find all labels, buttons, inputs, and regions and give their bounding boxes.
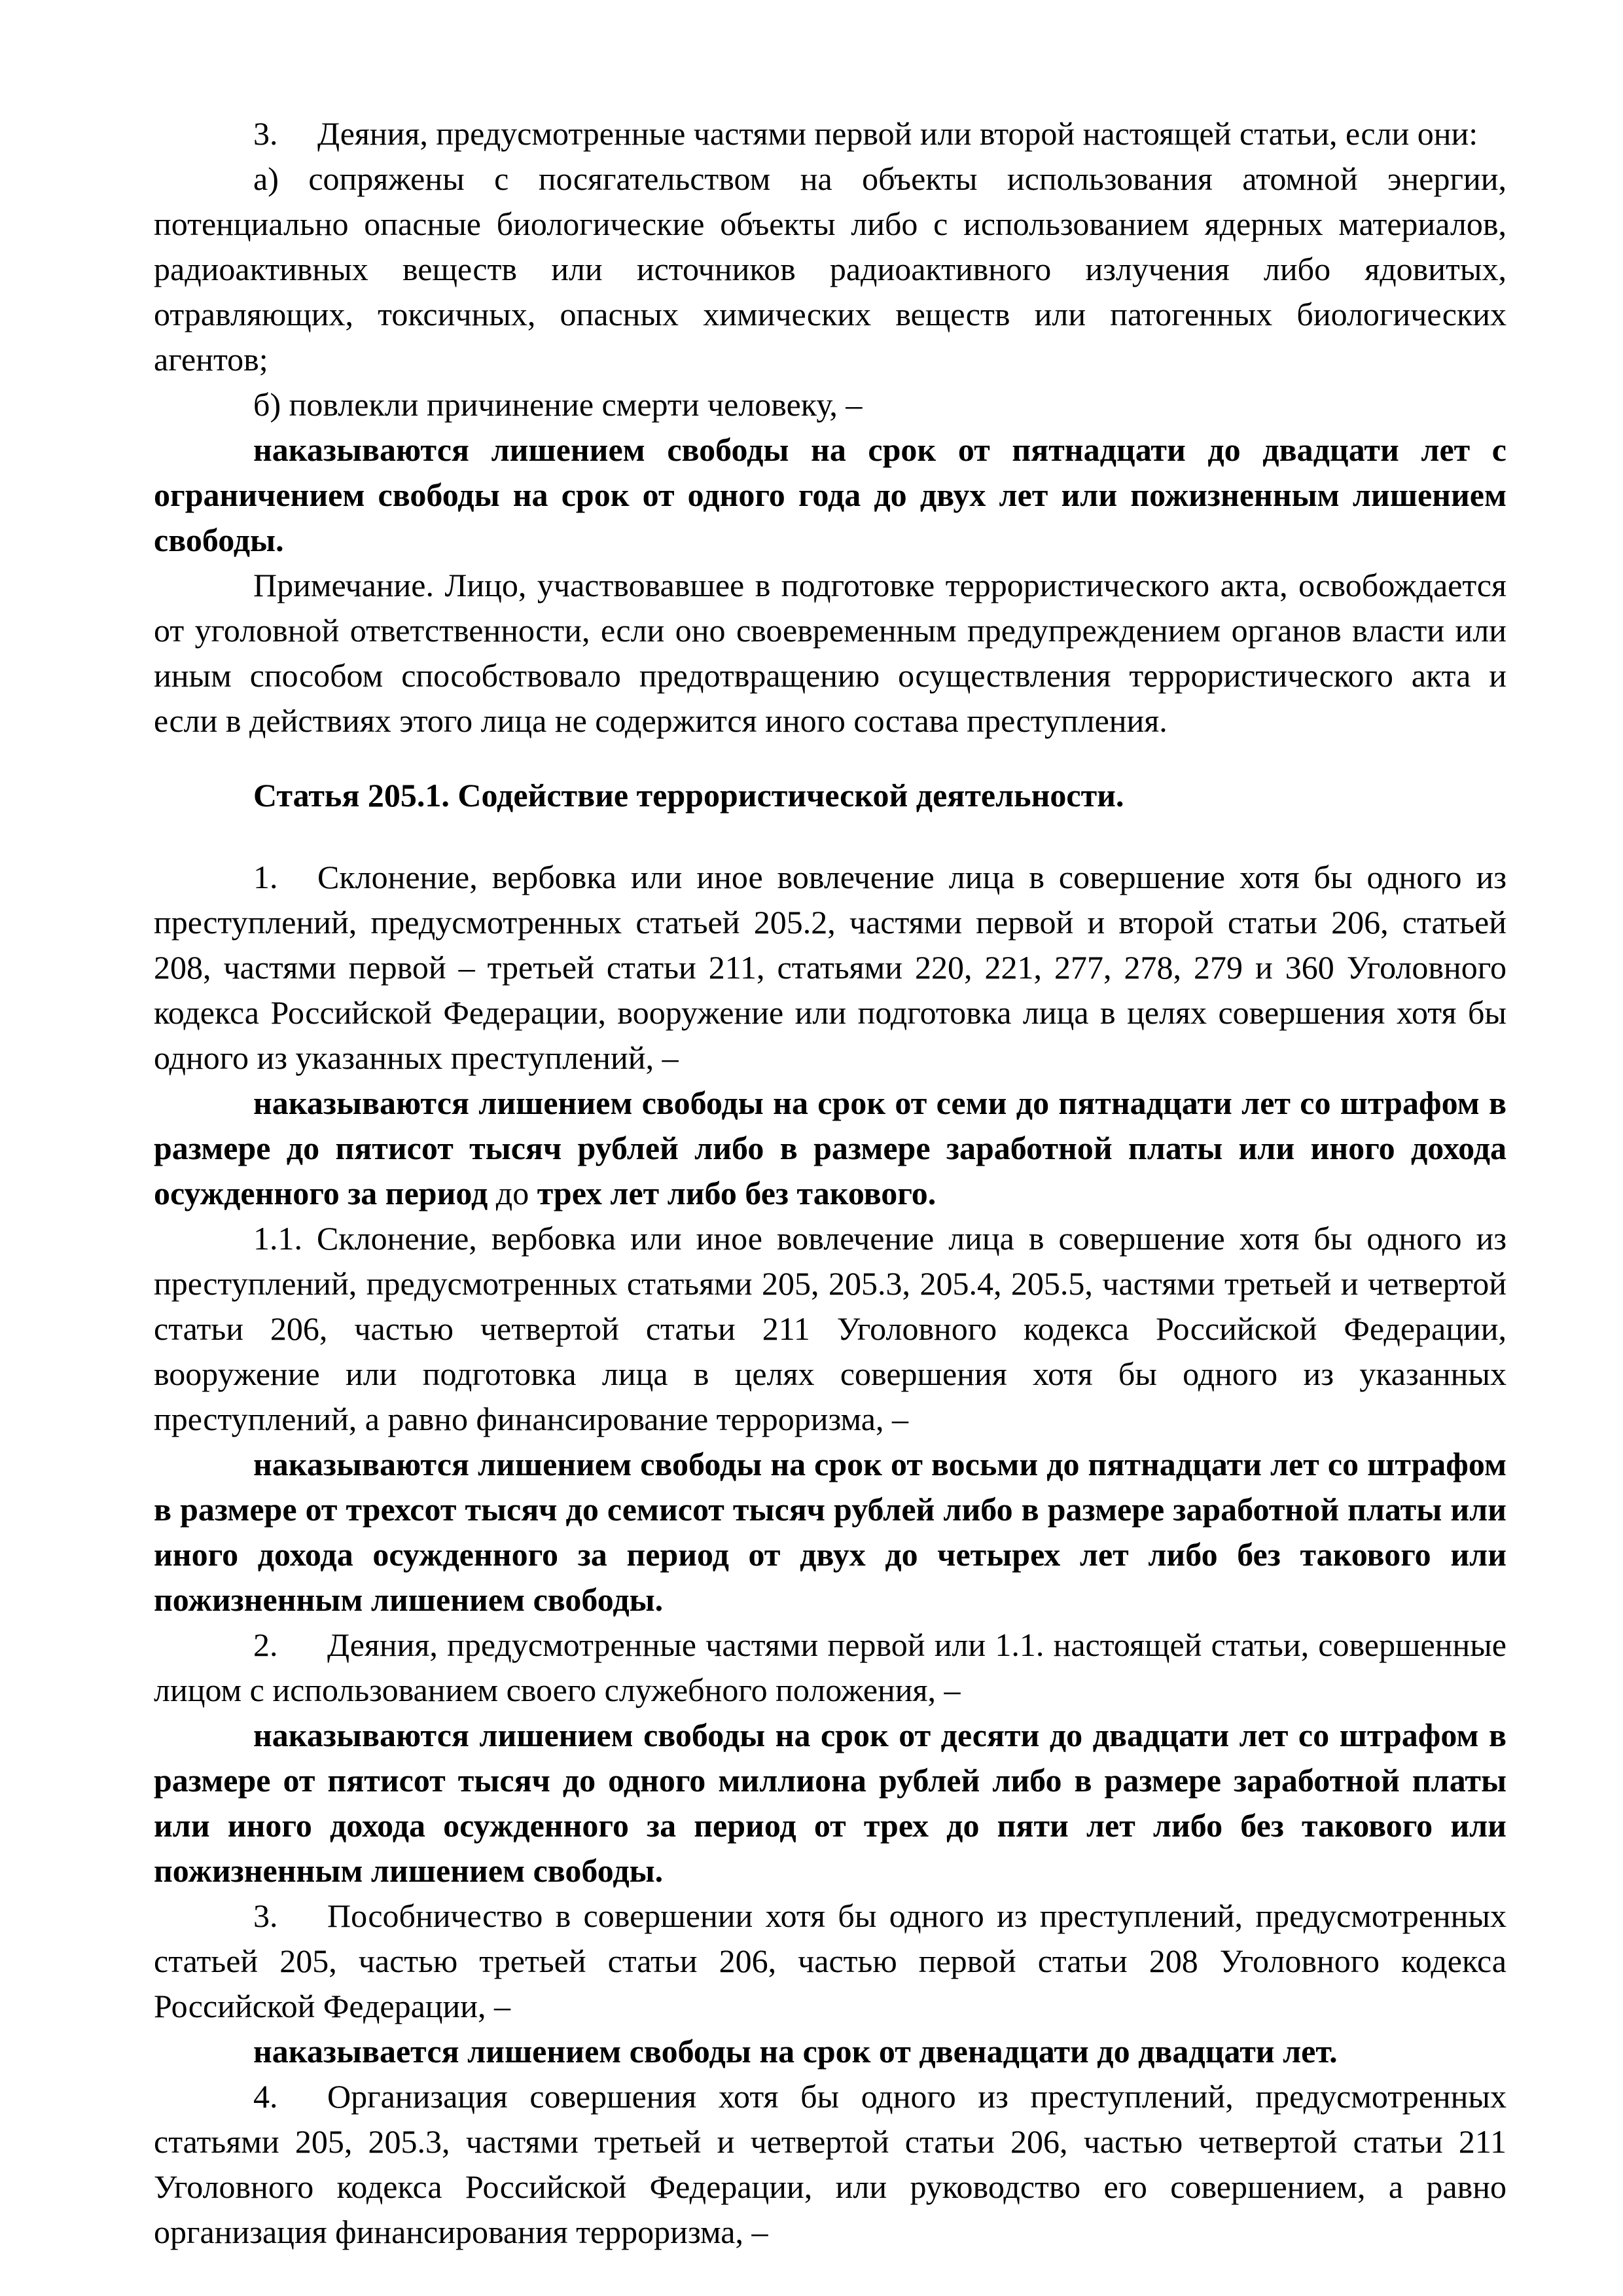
part-number: 3. [253,1897,278,1934]
penalty-text-a: наказываются лишением свободы на срок от семи до пятнадцати лет со штрафом в размере до пятисот тысяч рублей либо в размере заработной платы или иного дохода осужденного за период [154,1085,1507,1211]
paragraph-part2 [154,1623,1507,1713]
part-text: Склонение, вербовка или иное вовлечение лица в совершение хотя бы одного из преступлений, предусмотренных статьями 205, 205.3, 205.4, 205.5, частями третьей и четвертой статьи 206, частью четвертой статьи 211 Уголовного кодекса Российской Федерации, вооружение или подготовка лица в целях совершения хотя бы одного из указанных преступлений, а равно финансирование терроризма, – [154,1220,1507,1437]
part-number: 4. [253,2078,278,2115]
paragraph-part1 [154,855,1507,1081]
part-number: 1.1. [253,1220,302,1257]
part-text: Деяния, предусмотренные частями первой или 1.1. настоящей статьи, совершенные лицом с использованием своего служебного положения, – [154,1626,1507,1708]
part-number: 2. [253,1626,278,1663]
part-text: Склонение, вербовка или иное вовлечение лица в совершение хотя бы одного из преступлений, предусмотренных статьей 205.2, частями первой и второй статьи 206, статьей 208, частями первой – третьей статьи 211, статьями 220, 221, 277, 278, 279 и 360 Уголовного кодекса Российской Федерации, вооружение или подготовка лица в целях совершения хотя бы одного из указанных преступлений, – [154,859,1507,1076]
part-text: Пособничество в совершении хотя бы одного из преступлений, предусмотренных статьей 205, частью третьей статьи 206, частью первой статьи 208 Уголовного кодекса Российской Федерации, – [154,1897,1507,2024]
penalty-part3-prev: наказываются лишением свободы на срок от пятнадцати до двадцати лет с ограничением свободы на срок от одного года до двух лет или пожизненным лишением свободы. [154,431,1507,558]
document-page [154,111,1507,2255]
article-heading: Статья 205.1. Содействие террористической деятельности. [253,777,1124,814]
paragraph-note: Примечание. Лицо, участвовавшее в подготовке террористического акта, освобождается от уголовной ответственности, если оно своевременным предупреждением органов власти или иным способом способствовало предотвращению осуществления террористического акта и если в действиях этого лица не содержится иного состава преступления. [154,567,1507,739]
penalty-text-mid: до [495,1175,529,1211]
paragraph-item-b: б) повлекли причинение смерти человеку, – [253,386,863,423]
paragraph-part3-intro [154,111,1507,156]
penalty-text-b: трех лет либо без такового. [537,1175,936,1211]
penalty-part1-1: наказываются лишением свободы на срок от восьми до пятнадцати лет со штрафом в размере от трехсот тысяч до семисот тысяч рублей либо в размере заработной платы или иного дохода осужденного за период от двух до четырех лет либо без такового или пожизненным лишением свободы. [154,1446,1507,1618]
part-text: Организация совершения хотя бы одного из преступлений, предусмотренных статьями 205, 205.3, частями третьей и четвертой статьи 206, частью четвертой статьи 211 Уголовного кодекса Российской Федерации, или руководство его совершением, а равно организация финансирования терроризма, – [154,2078,1507,2250]
penalty-part2: наказываются лишением свободы на срок от десяти до двадцати лет со штрафом в размере от пятисот тысяч до одного миллиона рублей либо в размере заработной платы или иного дохода осужденного за период от трех до пяти лет либо без такового или пожизненным лишением свободы. [154,1717,1507,1889]
paragraph-part4 [154,2074,1507,2255]
paragraph-part1-1 [154,1216,1507,1442]
part-text: Деяния, предусмотренные частями первой или второй настоящей статьи, если они: [317,115,1478,152]
part-number: 1. [253,859,278,895]
part-number: 3. [253,115,278,152]
paragraph-part3 [154,1893,1507,2029]
paragraph-item-a: а) сопряжены с посягательством на объекты использования атомной энергии, потенциально опасные биологические объекты либо с использованием ядерных материалов, радиоактивных веществ или источников радиоактивного излучения либо ядовитых, отравляющих, токсичных, опасных химических веществ или патогенных биологических агентов; [154,160,1507,378]
penalty-part3: наказывается лишением свободы на срок от двенадцати до двадцати лет. [253,2033,1338,2070]
penalty-part1 [154,1081,1507,1216]
